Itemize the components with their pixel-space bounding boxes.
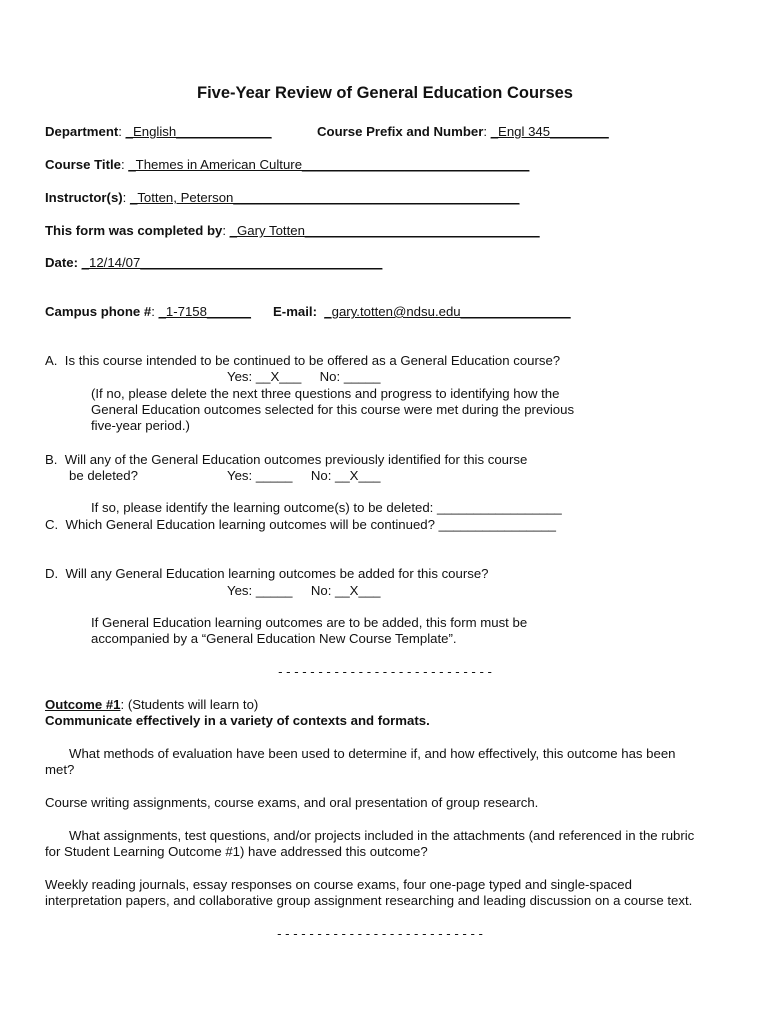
outcome-label-suffix: : (Students will learn to) <box>120 697 259 712</box>
outcome-label: Outcome #1 <box>45 697 121 712</box>
phone-field: Campus phone #: _1-7158______ <box>45 304 251 319</box>
question-d-note-1: If General Education learning outcomes are to be added, this form must be <box>91 615 528 630</box>
evaluation-question-line-2: met? <box>45 762 75 777</box>
question-a: A. Is this course intended to be continued to be offered as a General Education course? <box>45 353 561 368</box>
question-a-note-2: General Education outcomes selected for this course were met during the previous <box>91 402 575 417</box>
page-title: Five-Year Review of General Education Courses <box>197 84 573 102</box>
assignments-answer-line-2: interpretation papers, and collaborative group assignment researching and leading discussion on a course text. <box>45 893 693 908</box>
question-d-note-2: accompanied by a “General Education New Course Template”. <box>91 631 457 646</box>
evaluation-answer: Course writing assignments, course exams, and oral presentation of group research. <box>45 795 539 810</box>
outcome-statement <box>45 713 430 729</box>
date-label: Date: <box>45 255 78 270</box>
question-a-yes-no: Yes: __X___ No: _____ <box>227 369 381 384</box>
section-separator-bottom: - - - - - - - - - - - - - - - - - - - - - - - - - - <box>277 926 483 941</box>
completed-by-field: This form was completed by: _Gary Totten________________________________ <box>45 223 540 238</box>
email-field <box>273 304 571 320</box>
question-b-line-2: be deleted? <box>69 468 138 483</box>
department-field: Department: _English_____________ <box>45 124 272 139</box>
course-title-field: Course Title: _Themes in American Culture_______________________________ <box>45 157 530 172</box>
question-b-line-1: B. Will any of the General Education outcomes previously identified for this course <box>45 452 528 467</box>
instructor-field: Instructor(s): _Totten, Peterson_______________________________________ <box>45 190 520 205</box>
instructor-value: _Totten, Peterson_______________________________________ <box>130 190 520 205</box>
date-field <box>45 255 382 271</box>
question-d-yes-no: Yes: _____ No: __X___ <box>227 583 381 598</box>
instructor-label: Instructor(s) <box>45 190 123 205</box>
department-value: _English_____________ <box>125 124 272 139</box>
completed-by-label: This form was completed by <box>45 223 223 238</box>
question-d: D. Will any General Education learning outcomes be added for this course? <box>45 566 489 581</box>
evaluation-question-line-1: What methods of evaluation have been used to determine if, and how effectively, this outcome has been <box>69 746 676 761</box>
outcome-statement-text: Communicate effectively in a variety of contexts and formats. <box>45 713 430 728</box>
question-b-if-so: If so, please identify the learning outcome(s) to be deleted: _________________ <box>91 500 562 515</box>
assignments-question-line-1: What assignments, test questions, and/or projects included in the attachments (and referenced in the rubric <box>69 828 695 843</box>
outcome-heading <box>45 697 258 713</box>
course-prefix-value: _Engl 345________ <box>490 124 609 139</box>
completed-by-value: _Gary Totten________________________________ <box>229 223 540 238</box>
assignments-answer-line-1: Weekly reading journals, essay responses on course exams, four one-page typed and single-spaced <box>45 877 632 892</box>
question-a-note-3: five-year period.) <box>91 418 190 433</box>
course-prefix-field: Course Prefix and Number: _Engl 345________ <box>317 124 609 139</box>
assignments-question-line-2: for Student Learning Outcome #1) have addressed this outcome? <box>45 844 428 859</box>
course-prefix-label: Course Prefix and Number <box>317 124 484 139</box>
date-value: _12/14/07_________________________________ <box>81 255 383 270</box>
question-b-yes-no: Yes: _____ No: __X___ <box>227 468 381 483</box>
question-c: C. Which General Education learning outcomes will be continued? ________________ <box>45 517 556 532</box>
department-label: Department <box>45 124 119 139</box>
question-a-note-1: (If no, please delete the next three questions and progress to identifying how the <box>91 386 560 401</box>
section-separator: - - - - - - - - - - - - - - - - - - - - - - - - - - - <box>278 664 492 679</box>
phone-label: Campus phone # <box>45 304 152 319</box>
email-label: E-mail: <box>273 304 317 319</box>
course-title-label: Course Title <box>45 157 121 172</box>
phone-value: _1-7158______ <box>158 304 251 319</box>
email-value: _gary.totten@ndsu.edu_______________ <box>324 304 571 319</box>
course-title-value: _Themes in American Culture_______________________________ <box>128 157 530 172</box>
